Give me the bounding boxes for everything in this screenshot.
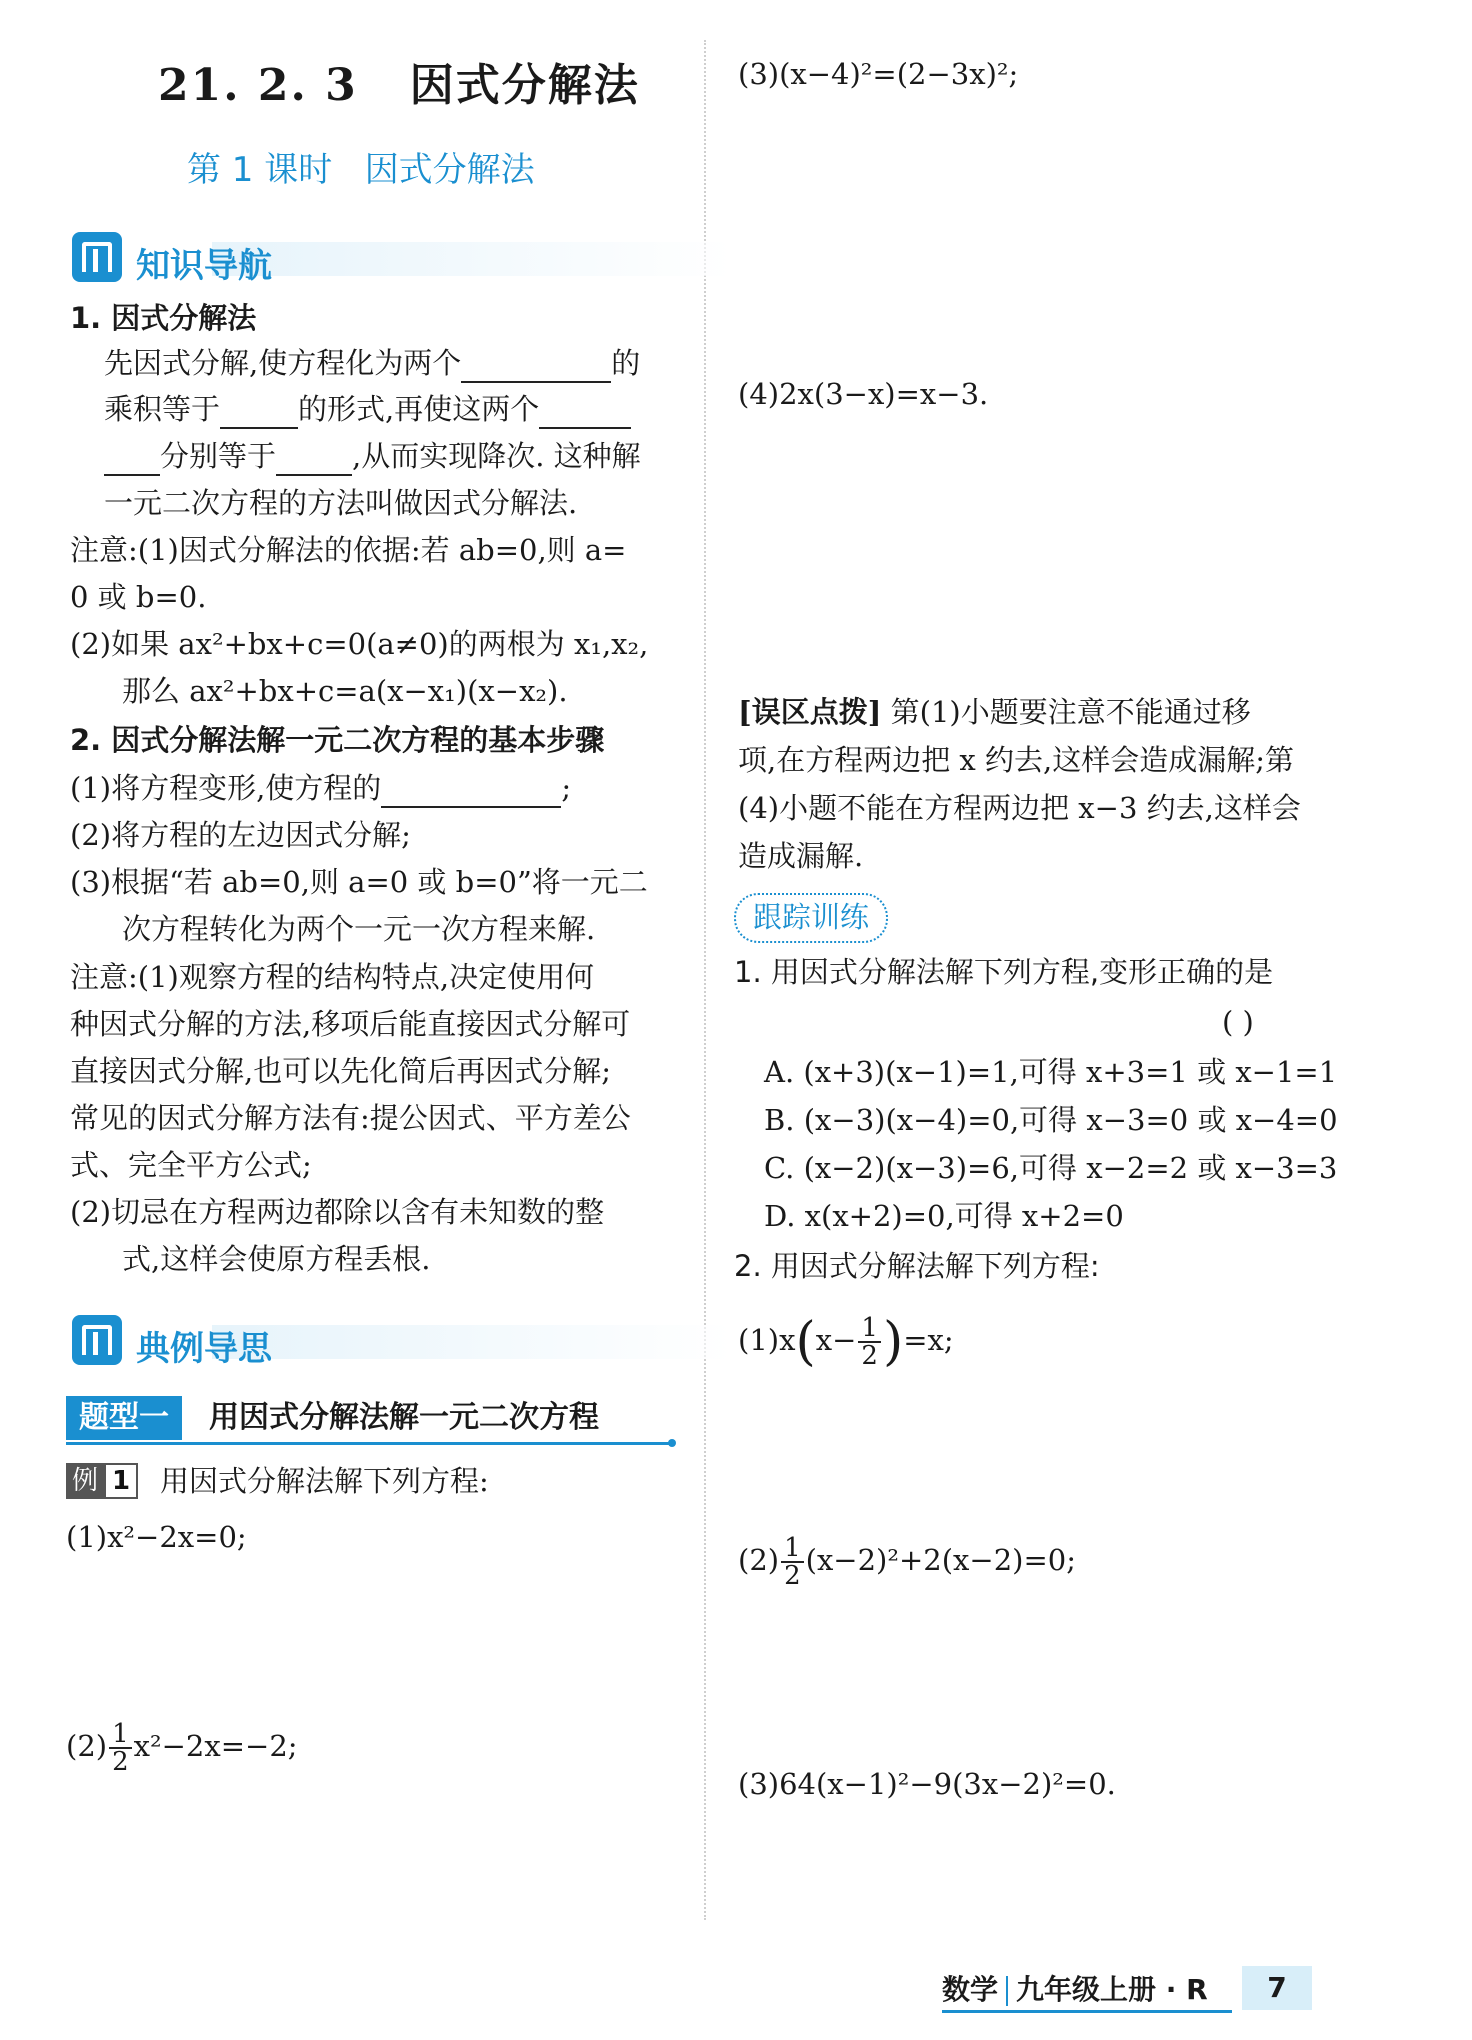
example-tag: 例 1	[66, 1463, 138, 1499]
step3-line2: 次方程转化为两个一元一次方程来解.	[122, 912, 596, 946]
practice-badge: 跟踪训练	[734, 893, 888, 943]
item1-title: 1. 因式分解法	[70, 301, 257, 335]
example-prompt: 用因式分解法解下列方程:	[160, 1464, 489, 1498]
note2-line2: 种因式分解的方法,移项后能直接因式分解可	[70, 1007, 631, 1041]
item1-line1: 先因式分解,使方程化为两个 的	[104, 343, 640, 383]
section-logo-icon	[72, 232, 122, 282]
example-q4: (4)2x(3−x)=x−3.	[738, 377, 989, 411]
answer-paren: ( )	[1222, 1005, 1254, 1039]
example-q3: (3)(x−4)²=(2−3x)²;	[738, 57, 1019, 91]
note2-line6: (2)切忌在方程两边都除以含有未知数的整	[70, 1195, 605, 1229]
item1-line3: 分别等于 ,从而实现降次. 这种解	[104, 436, 641, 476]
footer-book-label: 数学 九年级上册 · R	[942, 1973, 1208, 2006]
option-d: D. x(x+2)=0,可得 x+2=0	[764, 1199, 1124, 1233]
note2-line3: 直接因式分解,也可以先化简后再因式分解;	[70, 1054, 611, 1088]
knowledge-heading: 知识导航	[72, 232, 692, 288]
note1-line3: (2)如果 ax²+bx+c=0(a≠0)的两根为 x₁,x₂,	[70, 627, 649, 661]
question-type-title: 用因式分解法解一元二次方程	[209, 1400, 599, 1435]
item2-title: 2. 因式分解法解一元二次方程的基本步骤	[70, 723, 605, 757]
practice-q1: 1. 用因式分解法解下列方程,变形正确的是	[734, 955, 1274, 989]
practice-q2-3: (3)64(x−1)²−9(3x−2)²=0.	[738, 1767, 1116, 1801]
step1: (1)将方程变形,使方程的 ;	[70, 768, 571, 808]
note2-line5: 式、完全平方公式;	[70, 1148, 312, 1182]
lesson-title: 第 1 课时 因式分解法	[187, 150, 535, 190]
note2-line4: 常见的因式分解方法有:提公因式、平方差公	[70, 1101, 631, 1135]
question-type-tag: 题型一	[66, 1396, 182, 1440]
question-type-banner	[66, 1396, 676, 1444]
section-title-number: 21. 2. 3 因式分解法	[158, 60, 640, 111]
practice-q2: 2. 用因式分解法解下列方程:	[734, 1249, 1100, 1283]
pitfall-line3: (4)小题不能在方程两边把 x−3 约去,这样会	[738, 791, 1301, 825]
practice-q2-1: (1)x(x− $\frac{1}{2}$ )=x;	[738, 1312, 954, 1372]
example-q1: (1)x²−2x=0;	[66, 1520, 247, 1554]
pitfall-tag: [误区点拨]	[738, 695, 882, 729]
page-number: 7	[1242, 1966, 1312, 2010]
option-a: A. (x+3)(x−1)=1,可得 x+3=1 或 x−1=1	[764, 1055, 1338, 1089]
step2: (2)将方程的左边因式分解;	[70, 818, 411, 852]
examples-heading: 典例导思	[72, 1315, 692, 1371]
note2-line1: 注意:(1)观察方程的结构特点,决定使用何	[70, 960, 595, 994]
item1-line4: 一元二次方程的方法叫做因式分解法.	[104, 486, 578, 520]
pitfall-line1: [误区点拨] 第(1)小题要注意不能通过移	[738, 695, 1251, 729]
section-logo-icon	[72, 1315, 122, 1365]
practice-q2-2: (2) $\frac{1}{2}$ (x−2)²+2(x−2)=0;	[738, 1533, 1077, 1591]
option-b: B. (x−3)(x−4)=0,可得 x−3=0 或 x−4=0	[764, 1103, 1338, 1137]
option-c: C. (x−2)(x−3)=6,可得 x−2=2 或 x−3=3	[764, 1151, 1338, 1185]
note1-line1: 注意:(1)因式分解法的依据:若 ab=0,则 a=	[70, 533, 627, 567]
pitfall-line4: 造成漏解.	[738, 839, 864, 873]
item1-line2: 乘积等于 的形式,再使这两个	[104, 389, 631, 429]
note2-line7: 式,这样会使原方程丢根.	[122, 1242, 431, 1276]
pitfall-line2: 项,在方程两边把 x 约去,这样会造成漏解;第	[738, 743, 1294, 777]
example-q2: (2) $\frac{1}{2}$ x²−2x=−2;	[66, 1719, 298, 1777]
note1-line2: 0 或 b=0.	[70, 580, 207, 614]
step3-line1: (3)根据“若 ab=0,则 a=0 或 b=0”将一元二	[70, 865, 648, 899]
column-divider	[704, 40, 706, 1920]
note1-line4: 那么 ax²+bx+c=a(x−x₁)(x−x₂).	[122, 674, 568, 708]
